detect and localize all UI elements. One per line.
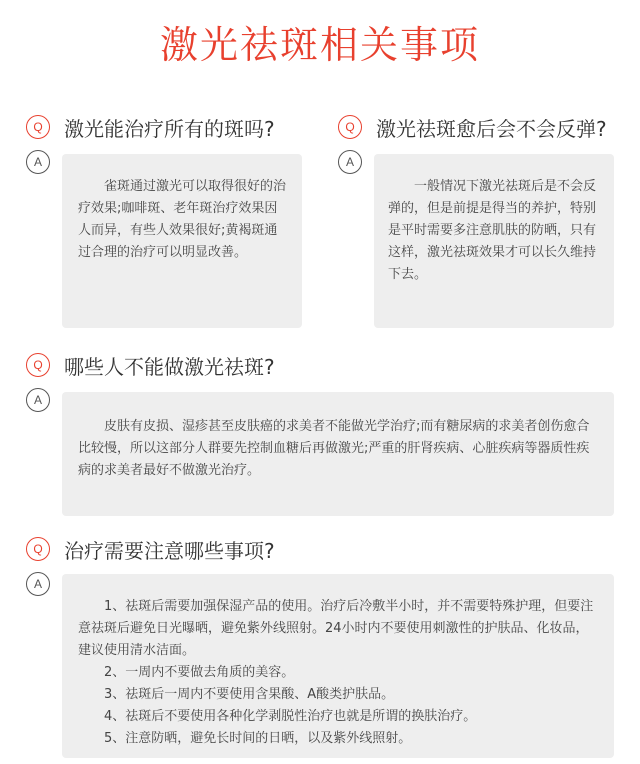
question-1-text: 激光能治疗所有的斑吗? [64, 116, 275, 141]
answer-4-item: 2、一周内不要做去角质的美容。 [104, 665, 295, 680]
answer-a-icon: A [338, 150, 362, 174]
answer-3-text: 皮肤有皮损、湿疹甚至皮肤癌的求美者不能做光学治疗;而有糖尿病的求美者创伤愈合比较慢，所以这部分人群要先控制血糖后再做激光;严重的肝肾疾病、心脏疾病等器质性疾病的求美者最好不做激光治疗。 [78, 419, 590, 478]
question-q-icon: Q [26, 115, 50, 139]
question-3-text: 哪些人不能做激光祛斑? [64, 354, 275, 379]
question-2-text: 激光祛斑愈后会不会反弹? [376, 116, 607, 141]
answer-4-item: 1、祛斑后需要加强保湿产品的使用。治疗后冷敷半小时，并不需要特殊护理，但要注意祛斑后避免日光曝晒，避免紫外线照射。24小时内不要使用刺激性的护肤品、化妆品，建议使用清水洁面。 [78, 599, 594, 658]
answer-a-icon: A [26, 388, 50, 412]
answer-2-box [374, 154, 614, 328]
answer-1-box [62, 154, 302, 328]
answer-4-box [62, 574, 614, 758]
question-q-icon: Q [338, 115, 362, 139]
question-3 [26, 350, 275, 380]
question-q-icon: Q [26, 537, 50, 561]
question-2 [338, 112, 607, 142]
question-q-icon: Q [26, 353, 50, 377]
answer-2-text: 一般情况下激光祛斑后是不会反弹的，但是前提是得当的养护，特别是平时需要多注意肌肤的防晒，只有这样，激光祛斑效果才可以长久维持下去。 [388, 179, 597, 282]
question-4 [26, 534, 275, 564]
answer-4-item: 5、注意防晒，避免长时间的日晒，以及紫外线照射。 [104, 731, 412, 746]
question-4-text: 治疗需要注意哪些事项? [64, 538, 275, 563]
question-1 [26, 112, 275, 142]
answer-a-icon: A [26, 150, 50, 174]
answer-1-text: 雀斑通过激光可以取得很好的治疗效果;咖啡斑、老年斑治疗效果因人而异，有些人效果很好;黄褐斑通过合理的治疗可以明显改善。 [78, 179, 287, 260]
answer-4-item: 3、祛斑后一周内不要使用含果酸、A酸类护肤品。 [104, 687, 395, 702]
answer-4-item: 4、祛斑后不要使用各种化学剥脱性治疗也就是所谓的换肤治疗。 [104, 709, 477, 724]
page-title: 激光祛斑相关事项 [159, 23, 480, 67]
answer-3-box [62, 392, 614, 516]
answer-a-icon: A [26, 572, 50, 596]
